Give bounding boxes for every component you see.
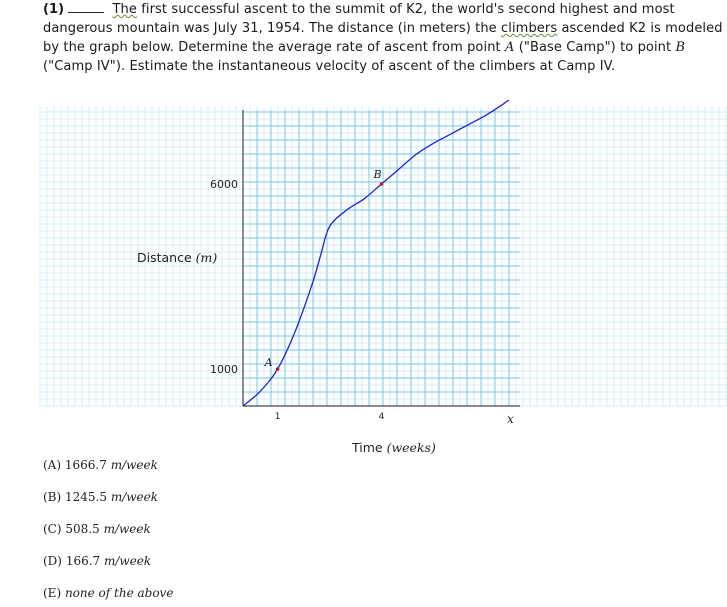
y-axis-label	[137, 250, 217, 265]
option-value: 1666.7	[64, 458, 107, 472]
x-axis-variable: x	[507, 412, 514, 426]
question-text-after: ascended K2 is modeled by the graph below. Determine the average rate of ascent from point	[43, 21, 723, 55]
option-letter: (C)	[43, 522, 62, 536]
option-e[interactable]	[43, 586, 173, 600]
question-number: (1)	[43, 2, 65, 17]
point-a-ref: A	[504, 40, 515, 55]
answer-blank	[68, 0, 104, 13]
question-text-start: The	[112, 2, 137, 17]
point-a-marker	[276, 367, 280, 371]
option-unit: m/week	[110, 458, 158, 472]
point-b-ref: B	[675, 40, 686, 55]
option-value: 508.5	[65, 522, 100, 536]
x-axis-label-text: Time	[352, 440, 383, 455]
option-unit: m/week	[103, 522, 151, 536]
point-b-marker	[380, 182, 384, 186]
option-value: 166.7	[65, 554, 101, 568]
option-b[interactable]	[43, 490, 158, 504]
y-tick-label: 1000	[210, 363, 238, 376]
option-letter: (A)	[43, 458, 62, 472]
question-squiggle-word: climbers	[501, 21, 558, 36]
x-tick-label: 1	[274, 412, 281, 422]
option-unit: none of the above	[64, 586, 174, 600]
option-d[interactable]	[43, 554, 151, 568]
grid-major	[243, 110, 520, 406]
y-axis-label-unit: (m)	[195, 250, 218, 265]
option-letter: (B)	[43, 490, 62, 504]
point-b-description: ("Camp IV"). Estimate the instantaneous velocity of ascent of the climbers at Camp IV.	[43, 59, 616, 74]
y-tick-label: 6000	[210, 178, 238, 191]
point-b-label: B	[373, 168, 382, 181]
y-axis-label-text: Distance	[137, 250, 192, 265]
question-text	[43, 0, 723, 76]
option-c[interactable]	[43, 522, 151, 536]
question-text-mid: first successful ascent to the summit of K2, the world's second highest and most dangerous mountain was July 31, 1954. The distance (in meters) the	[43, 2, 675, 36]
option-letter: (D)	[43, 554, 62, 568]
distance-time-chart	[0, 100, 727, 460]
option-value: 1245.5	[65, 490, 108, 504]
option-unit: m/week	[110, 490, 159, 504]
option-unit: m/week	[104, 554, 152, 568]
option-letter: (E)	[43, 586, 62, 600]
point-a-label: A	[264, 356, 273, 369]
x-axis-label-unit: (weeks)	[386, 440, 436, 455]
x-tick-label: 4	[378, 412, 385, 422]
option-a[interactable]	[43, 458, 158, 472]
point-a-description: ("Base Camp") to point	[518, 40, 672, 55]
x-axis-label	[351, 440, 436, 455]
